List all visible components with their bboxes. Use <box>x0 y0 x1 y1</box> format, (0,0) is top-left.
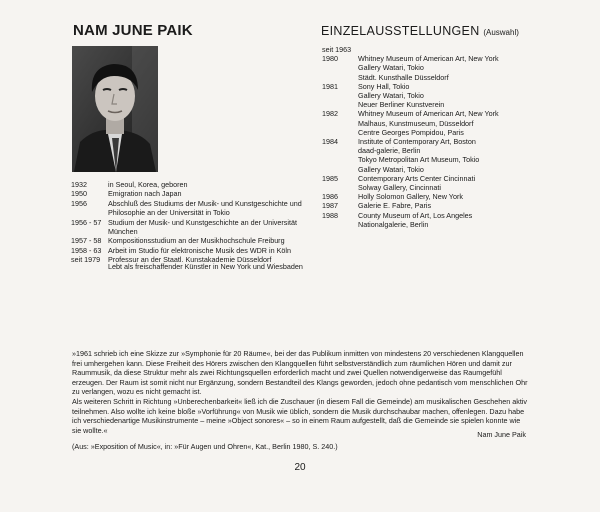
exhibition-year <box>322 220 358 229</box>
exhibition-text: Tokyo Metropolitan Art Museum, Tokio <box>358 155 480 165</box>
quote-paragraph-1: »1961 schrieb ich eine Skizze zur »Symphonie für 20 Räume«, bei der das Publikum inmitten von mindestens 20 verschiedenen Klangquellen frei umhergehen kann. Diese Freiheit des Hörers zwischen den Klangquellen führt selbstverständlich zum räumlichen Hören und damit zur Raummusik, da diese Struktur mehr als zwei Richtungsquellen erforderlich macht und zwei Quellen notwendigerweise das Raumgefühl erzeugen. Der Raum ist somit nicht nur Ergänzung, sondern Bestandteil des Klangs geworden, jedoch ohne pedantisch vom menschlichen Ohr zu verlangen, wozu es nicht gemacht ist. <box>72 349 528 397</box>
exhibition-year <box>322 119 358 128</box>
exhibition-rows <box>322 54 499 229</box>
exhibition-row <box>322 128 499 137</box>
exhibition-row <box>322 137 499 146</box>
exhibition-text: Städt. Kunsthalle Düsseldorf <box>358 72 449 82</box>
bio-text: Abschluß des Studiums der Musik- und Kunstgeschichte und Philosophie an der Universität in Tokio <box>108 198 302 218</box>
bio-year: 1957 - 58 <box>71 236 102 246</box>
quote-source: (Aus: »Exposition of Music«, in: »Für Augen und Ohren«, Kat., Berlin 1980, S. 240.) <box>72 442 338 451</box>
exhibition-year <box>322 165 358 174</box>
exhibition-text: Solway Gallery, Cincinnati <box>358 183 441 193</box>
exhibition-year <box>322 146 358 155</box>
exhibition-list <box>322 45 499 229</box>
section-title: EINZELAUSSTELLUNGEN <box>321 24 480 38</box>
exhibition-row <box>322 211 499 220</box>
exhibition-year: 1981 <box>322 81 338 91</box>
biography-list <box>71 180 308 265</box>
exhibition-year: 1980 <box>322 54 338 64</box>
exhibition-row <box>322 183 499 192</box>
bio-text: Studium der Musik- und Kunstgeschichte an der Universität München <box>108 217 297 237</box>
artist-name: NAM JUNE PAIK <box>73 22 193 39</box>
bio-year: seit 1979 <box>71 255 101 265</box>
bio-text: Arbeit im Studio für elektronische Musik des WDR in Köln <box>108 245 291 255</box>
exhibition-row <box>322 201 499 210</box>
exhibition-row <box>322 220 499 229</box>
exhibition-row <box>322 82 499 91</box>
bio-row <box>71 236 308 245</box>
portrait-image <box>72 46 158 172</box>
exhibition-year: 1986 <box>322 192 338 202</box>
exhibition-year <box>322 155 358 164</box>
bio-text: Kompositionsstudium an der Musikhochschule Freiburg <box>108 236 285 246</box>
exhibition-text: Contemporary Arts Center Cincinnati <box>358 173 476 183</box>
portrait-photo <box>72 46 158 172</box>
exhibition-text: Sony Hall, Tokio <box>358 81 410 91</box>
exhibition-text: Gallery Watari, Tokio <box>358 63 424 73</box>
exhibition-text: Nationalgalerie, Berlin <box>358 219 429 229</box>
exhibition-text: Institute of Contemporary Art, Boston <box>358 137 476 147</box>
exhibition-year <box>322 73 358 82</box>
exhibition-text: Galerie E. Fabre, Paris <box>358 201 432 211</box>
bio-row <box>71 180 308 189</box>
exhibition-year: 1987 <box>322 201 338 211</box>
bio-row <box>71 246 308 255</box>
page-number: 20 <box>294 462 306 473</box>
section-qualifier: (Auswahl) <box>483 28 519 37</box>
exhibition-row <box>322 165 499 174</box>
exhibition-text: Gallery Watari, Tokio <box>358 164 424 174</box>
exhibition-row <box>322 155 499 164</box>
exhibition-row <box>322 109 499 118</box>
exhibition-year: 1982 <box>322 109 338 119</box>
quote-author: Nam June Paik <box>477 430 526 439</box>
exhibition-text: Neuer Berliner Kunstverein <box>358 100 445 110</box>
exhibition-text: Holly Solomon Gallery, New York <box>358 192 463 202</box>
bio-row <box>71 199 308 218</box>
exhibition-row <box>322 91 499 100</box>
exhibition-year <box>322 100 358 109</box>
exhibition-text: Gallery Watari, Tokio <box>358 91 424 101</box>
exhibition-year <box>322 91 358 100</box>
exhibition-row <box>322 146 499 155</box>
bio-year: 1958 - 63 <box>71 245 102 255</box>
bio-text: in Seoul, Korea, geboren <box>108 180 188 189</box>
exhibition-row <box>322 174 499 183</box>
exhibition-row <box>322 119 499 128</box>
exhibition-text: Malhaus, Kunstmuseum, Düsseldorf <box>358 118 474 128</box>
exhibition-year: 1984 <box>322 137 338 147</box>
exhibition-text: Centre Georges Pompidou, Paris <box>358 127 464 137</box>
exhibitions-since: seit 1963 <box>322 45 352 54</box>
exhibition-year <box>322 128 358 137</box>
biography-note: Lebt als freischaffender Künstler in New York und Wiesbaden <box>108 262 303 271</box>
exhibition-text: Whitney Museum of American Art, New York <box>358 109 499 119</box>
bio-text: Professur an der Staatl. Kunstakademie Düsseldorf <box>108 255 272 265</box>
exhibition-year <box>322 63 358 72</box>
exhibition-row <box>322 73 499 82</box>
exhibition-row <box>322 192 499 201</box>
quote-paragraph-2: Als weiteren Schritt in Richtung »Unberechenbarkeit« ließ ich die Zuschauer (in diesem Fall die Gemeinde) am musikalischen Geschehen aktiv teilnehmen. Also wollte ich keine bloße »Vorführung« von Musik wie üblich, sondern die Musik durchschaubar machen, offenlegen. Dazu habe ich verschiedenartige Musikinstrumente – meine »Object sonores« – so in einem Raum aufgestellt, daß die Gemeinde sie spielen konnte wie sie wollte.« <box>72 396 528 435</box>
bio-row <box>71 218 308 237</box>
exhibition-row <box>322 54 499 63</box>
bio-year: 1932 <box>71 180 87 189</box>
bio-year: 1956 <box>71 198 87 208</box>
section-heading <box>321 24 519 38</box>
exhibition-text: County Museum of Art, Los Angeles <box>358 210 473 220</box>
exhibition-year: 1988 <box>322 210 338 220</box>
exhibition-row <box>322 63 499 72</box>
bio-year: 1950 <box>71 189 87 199</box>
exhibition-year <box>322 183 358 192</box>
exhibition-text: Whitney Museum of American Art, New York <box>358 54 499 64</box>
quote-block <box>72 349 530 435</box>
bio-row <box>71 189 308 198</box>
exhibition-year: 1985 <box>322 173 338 183</box>
exhibition-row <box>322 100 499 109</box>
bio-text: Emigration nach Japan <box>108 189 182 199</box>
exhibition-text: daad-galerie, Berlin <box>358 146 421 156</box>
bio-year: 1956 - 57 <box>71 217 102 227</box>
